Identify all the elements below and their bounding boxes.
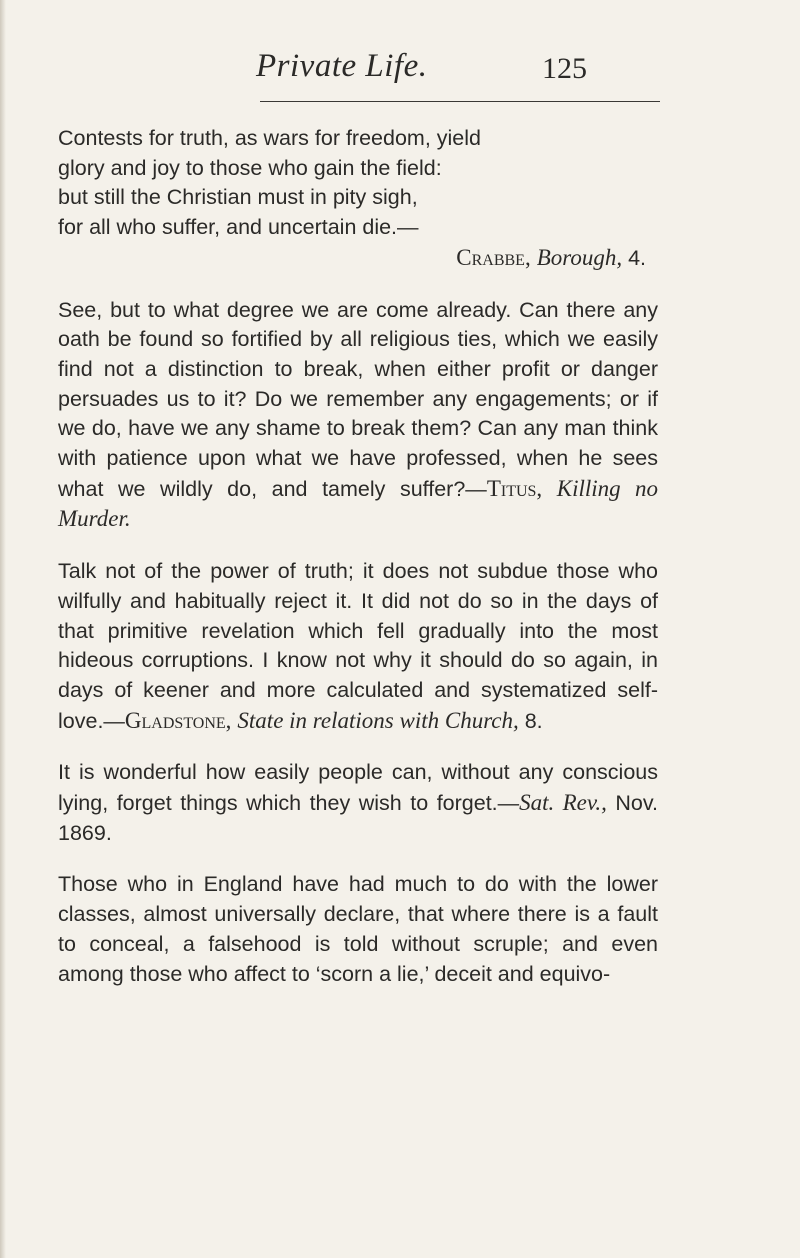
quote-paragraph <box>58 557 658 736</box>
attribution-ref: 4. <box>622 245 646 270</box>
quote-paragraph <box>58 870 658 989</box>
verse-line: for all who suffer, and uncertain die.— <box>58 215 419 240</box>
attribution-ref: 8. <box>518 708 543 733</box>
page-header <box>0 48 800 98</box>
verse-attribution <box>58 243 658 274</box>
verse-line: but still the Christian must in pity sigh, <box>58 185 418 210</box>
verse-line: glory and joy to those who gain the field: <box>58 155 442 180</box>
quote-text: It is wonderful how easily people can, without any conscious lying, forget things which they wish to forget.— <box>58 760 658 816</box>
running-title: Private Life. <box>256 48 428 84</box>
quote-text: Talk not of the power of truth; it does not subdue those who wilfully and habitually reject it. It did not do so in the days of that primitive revelation which fell gradually into the most hideous corruptions. I know not why it should do so again, in days of keener and more calculated and systematized self-love.— <box>58 559 658 733</box>
quote-paragraph <box>58 296 658 536</box>
attribution-work: Killing no Murder. <box>58 475 658 532</box>
attribution-work: Borough, <box>536 244 623 270</box>
verse-quote <box>58 124 658 274</box>
attribution-author: Gladstone, <box>124 707 232 733</box>
attribution-author: Titus, <box>486 475 543 501</box>
quote-paragraph <box>58 758 658 848</box>
body-text <box>58 124 658 1011</box>
verse-line: Contests for truth, as wars for freedom, yield <box>58 126 481 150</box>
page-number: 125 <box>542 52 587 85</box>
attribution-work: Sat. Rev., <box>519 790 607 816</box>
quote-text: Those who in England have had much to do with the lower classes, almost universally declare, that where there is a fault to conceal, a falsehood is told without scruple; and even among those who affect to ‘scorn a lie,’ deceit and equivo- <box>58 872 658 986</box>
header-rule <box>260 101 660 102</box>
quote-text: See, but to what degree we are come already. Can there any oath be found so fortified by all religious ties, which we easily find not a distinction to break, when either profit or danger persuades us to it? Do we remember any engagements; or if we do, have we any shame to break them? Can any man think with patience upon what we have professed, when he sees what we wildly do, and tamely suffer?— <box>58 297 658 501</box>
page-edge <box>0 0 6 1258</box>
attribution-author: Crabbe, <box>456 244 531 270</box>
attribution-work: State in relations with Church, <box>237 707 519 733</box>
attribution-ref: Nov. 1869. <box>58 791 659 845</box>
